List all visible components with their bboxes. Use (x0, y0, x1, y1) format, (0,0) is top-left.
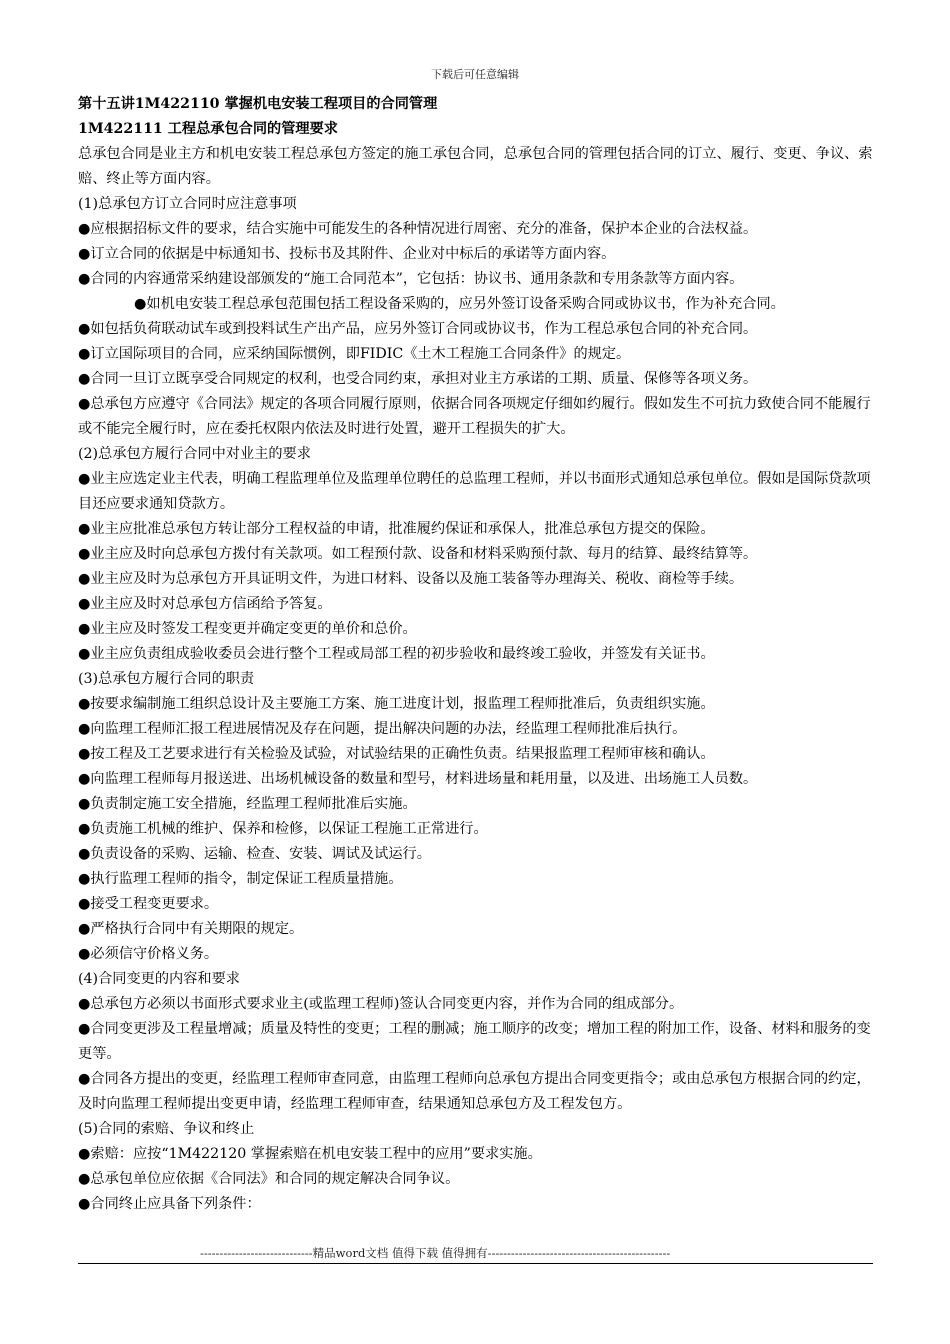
bullet-item: ●负责施工机械的维护、保养和检修，以保证工程施工正常进行。 (78, 821, 488, 837)
bullet-item: ●业主应及时为总承包方开具证明文件，为进口材料、设备以及施工装备等办理海关、税收、商检等手续。 (78, 571, 744, 587)
footer-divider (78, 1263, 873, 1264)
bullet-item: ●严格执行合同中有关期限的规定。 (78, 921, 304, 937)
bullet-item: ●合同的内容通常采纳建设部颁发的“施工合同范本”，它包括：协议书、通用条款和专用条款等方面内容。 (78, 271, 744, 287)
bullet-item: ●业主应批准总承包方转让部分工程权益的申请，批准履约保证和承保人，批准总承包方提交的保险。 (78, 521, 715, 537)
subheading: (1)总承包方订立合同时应注意事项 (78, 196, 297, 212)
page-header: 下载后可任意编辑 (431, 68, 519, 81)
bullet-item: ●索赔：应按“1M422120 掌握索赔在机电安装工程中的应用”要求实施。 (78, 1146, 542, 1162)
document-body (78, 92, 878, 1217)
lecture-title: 第十五讲1M422110 掌握机电安装工程项目的合同管理 (78, 96, 438, 112)
subheading: (3)总承包方履行合同的职责 (78, 671, 255, 687)
bullet-item: ●订立合同的依据是中标通知书、投标书及其附件、企业对中标后的承诺等方面内容。 (78, 246, 616, 262)
bullet-item: ●负责制定施工安全措施，经监理工程师批准后实施。 (78, 796, 417, 812)
bullet-item: ●合同终止应具备下列条件： (78, 1196, 261, 1212)
page-footer: -----------------------------精品word文档 值得下载 值得拥有----------------------------------------------- (200, 1246, 671, 1260)
bullet-item: ●总承包单位应依据《合同法》和合同的规定解决合同争议。 (78, 1171, 460, 1187)
bullet-item: ●如机电安装工程总承包范围包括工程设备采购的，应另外签订设备采购合同或协议书，作为补充合同。 (134, 296, 785, 312)
bullet-item: ●按要求编制施工组织总设计及主要施工方案、施工进度计划，报监理工程师批准后，负责组织实施。 (78, 696, 715, 712)
subheading: (2)总承包方履行合同中对业主的要求 (78, 446, 311, 462)
bullet-item: ●业主应选定业主代表，明确工程监理单位及监理单位聘任的总监理工程师，并以书面形式通知总承包单位。假如是国际贷款项目还应要求通知贷款方。 (78, 471, 871, 512)
subheading: (5)合同的索赔、争议和终止 (78, 1121, 255, 1137)
bullet-item: ●总承包方应遵守《合同法》规定的各项合同履行原则，依据合同各项规定仔细如约履行。假如发生不可抗力致使合同不能履行或不能完全履行时，应在委托权限内依法及时进行处置，避开工程损失的扩大。 (78, 396, 871, 437)
bullet-item: ●总承包方必须以书面形式要求业主(或监理工程师)签认合同变更内容，并作为合同的组成部分。 (78, 996, 684, 1012)
bullet-item: ●业主应及时向总承包方拨付有关款项。如工程预付款、设备和材料采购预付款、每月的结算、最终结算等。 (78, 546, 758, 562)
bullet-item: ●业主应及时签发工程变更并确定变更的单价和总价。 (78, 621, 417, 637)
bullet-item: ●接受工程变更要求。 (78, 896, 219, 912)
subheading: (4)合同变更的内容和要求 (78, 971, 240, 987)
bullet-item: ●应根据招标文件的要求，结合实施中可能发生的各种情况进行周密、充分的准备，保护本企业的合法权益。 (78, 221, 758, 237)
bullet-item: ●按工程及工艺要求进行有关检验及试验，对试验结果的正确性负责。结果报监理工程师审核和确认。 (78, 746, 715, 762)
bullet-item: ●向监理工程师每月报送进、出场机械设备的数量和型号，材料进场量和耗用量，以及进、出场施工人员数。 (78, 771, 758, 787)
bullet-item: ●向监理工程师汇报工程进展情况及存在问题，提出解决问题的办法，经监理工程师批准后执行。 (78, 721, 687, 737)
bullet-item: ●业主应及时对总承包方信函给予答复。 (78, 596, 332, 612)
bullet-item: ●合同一旦订立既享受合同规定的权利，也受合同约束，承担对业主方承诺的工期、质量、保修等各项义务。 (78, 371, 758, 387)
bullet-item: ●订立国际项目的合同，应采纳国际惯例，即FIDIC《土木工程施工合同条件》的规定。 (78, 346, 631, 362)
bullet-item: ●负责设备的采购、运输、检查、安装、调试及试运行。 (78, 846, 431, 862)
bullet-item: ●合同各方提出的变更，经监理工程师审查同意，由监理工程师向总承包方提出合同变更指令；或由总承包方根据合同的约定，及时向监理工程师提出变更申请，经监理工程师审查，结果通知总承包方及工程发包方。 (78, 1071, 871, 1112)
bullet-item: ●必须信守价格义务。 (78, 946, 219, 962)
bullet-item: ●合同变更涉及工程量增减；质量及特性的变更；工程的删减；施工顺序的改变；增加工程的附加工作，设备、材料和服务的变更等。 (78, 1021, 871, 1062)
bullet-item: ●业主应负责组成验收委员会进行整个工程或局部工程的初步验收和最终竣工验收，并签发有关证书。 (78, 646, 715, 662)
section-title: 1M422111 工程总承包合同的管理要求 (78, 121, 338, 137)
paragraph: 总承包合同是业主方和机电安装工程总承包方签定的施工承包合同，总承包合同的管理包括合同的订立、履行、变更、争议、索赔、终止等方面内容。 (78, 146, 873, 187)
bullet-item: ●执行监理工程师的指令，制定保证工程质量措施。 (78, 871, 403, 887)
bullet-item: ●如包括负荷联动试车或到投料试生产出产品，应另外签订合同或协议书，作为工程总承包合同的补充合同。 (78, 321, 758, 337)
